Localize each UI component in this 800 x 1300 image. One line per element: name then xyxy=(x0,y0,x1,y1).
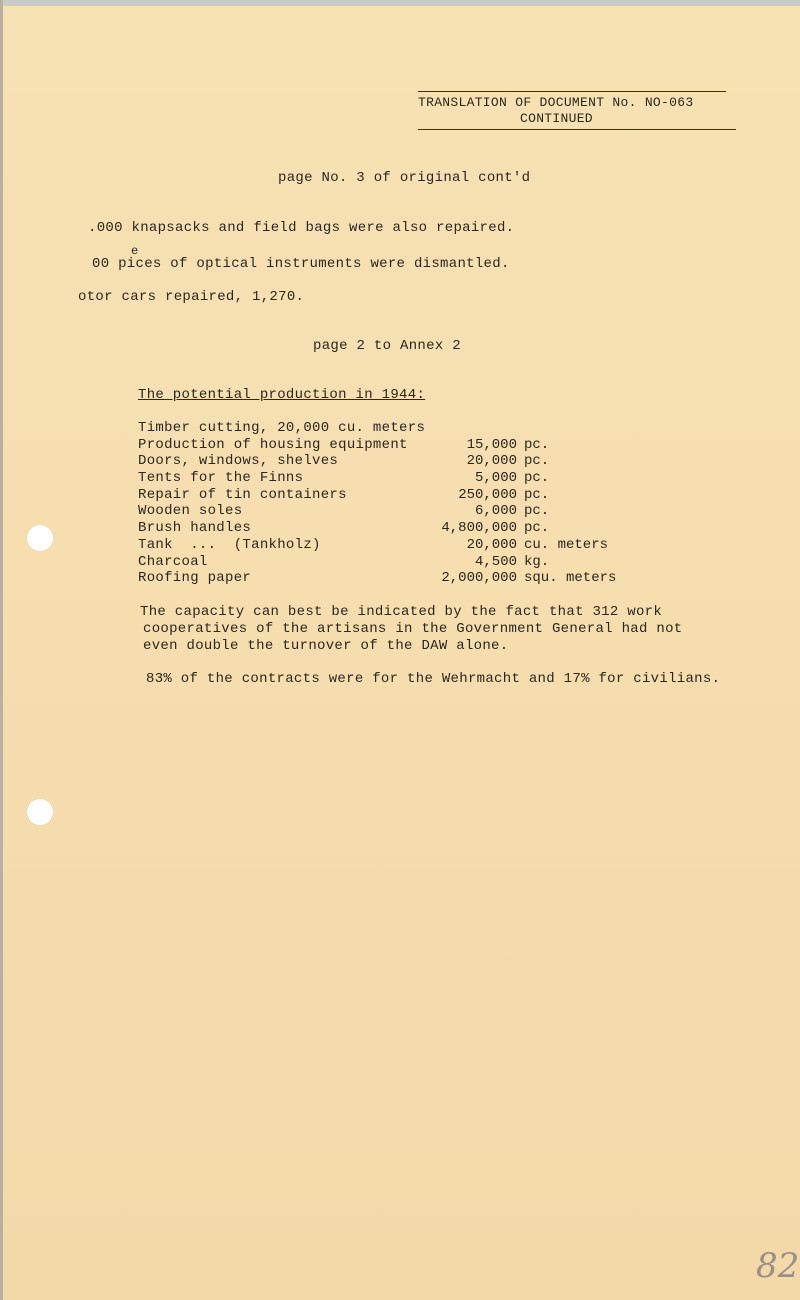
scan-left-edge xyxy=(0,0,3,1300)
production-qty: 20,000 xyxy=(466,453,517,469)
page-note: page No. 3 of original cont'd xyxy=(278,170,531,186)
scan-top-edge xyxy=(0,0,800,6)
production-qty: 250,000 xyxy=(458,487,517,503)
production-qty: 4,500 xyxy=(474,554,517,570)
header-continued: CONTINUED xyxy=(520,111,593,126)
production-qty: 15,000 xyxy=(466,437,517,453)
punch-hole xyxy=(27,525,53,551)
text-line-insertion: e xyxy=(131,244,139,258)
production-item: Repair of tin containers xyxy=(138,487,347,503)
header-top-rule xyxy=(418,91,726,92)
production-unit: kg. xyxy=(524,554,550,570)
production-unit: squ. meters xyxy=(524,570,617,586)
production-qty: 6,000 xyxy=(474,503,517,519)
production-unit: cu. meters xyxy=(524,537,609,553)
paragraph-capacity-line: The capacity can best be indicated by the fact that 312 work xyxy=(140,604,663,620)
production-unit: pc. xyxy=(524,503,550,519)
annex-title: page 2 to Annex 2 xyxy=(313,338,461,354)
production-item: Tank ... (Tankholz) xyxy=(138,537,321,553)
production-qty: 5,000 xyxy=(474,470,517,486)
production-unit: pc. xyxy=(524,437,550,453)
header-bottom-rule xyxy=(418,129,736,130)
production-qty: 4,800,000 xyxy=(441,520,517,536)
section-heading: The potential production in 1944: xyxy=(138,387,426,403)
handwritten-folio-number: 82 xyxy=(756,1246,800,1286)
production-item: Roofing paper xyxy=(138,570,252,586)
punch-hole xyxy=(27,799,53,825)
text-line-1: .000 knapsacks and field bags were also repaired. xyxy=(88,220,515,236)
text-line-3: otor cars repaired, 1,270. xyxy=(78,289,305,305)
paragraph-capacity-line: cooperatives of the artisans in the Government General had not xyxy=(143,621,683,637)
production-item: Tents for the Finns xyxy=(138,470,304,486)
production-item: Charcoal xyxy=(138,554,208,570)
production-item: Brush handles xyxy=(138,520,252,536)
production-unit: pc. xyxy=(524,487,550,503)
production-qty: 2,000,000 xyxy=(441,570,517,586)
production-item: Wooden soles xyxy=(138,503,243,519)
paragraph-capacity-line: even double the turnover of the DAW alone. xyxy=(143,638,509,654)
production-item: Production of housing equipment xyxy=(138,437,408,453)
production-item: Timber cutting, 20,000 cu. meters xyxy=(138,420,426,436)
production-unit: pc. xyxy=(524,470,550,486)
paragraph-contracts: 83% of the contracts were for the Wehrmacht and 17% for civilians. xyxy=(146,671,721,687)
production-unit: pc. xyxy=(524,453,550,469)
header-title: TRANSLATION OF DOCUMENT No. NO-063 xyxy=(418,95,694,110)
production-unit: pc. xyxy=(524,520,550,536)
text-line-2: 00 pices of optical instruments were dismantled. xyxy=(92,256,510,272)
production-item: Doors, windows, shelves xyxy=(138,453,339,469)
production-qty: 20,000 xyxy=(466,537,517,553)
